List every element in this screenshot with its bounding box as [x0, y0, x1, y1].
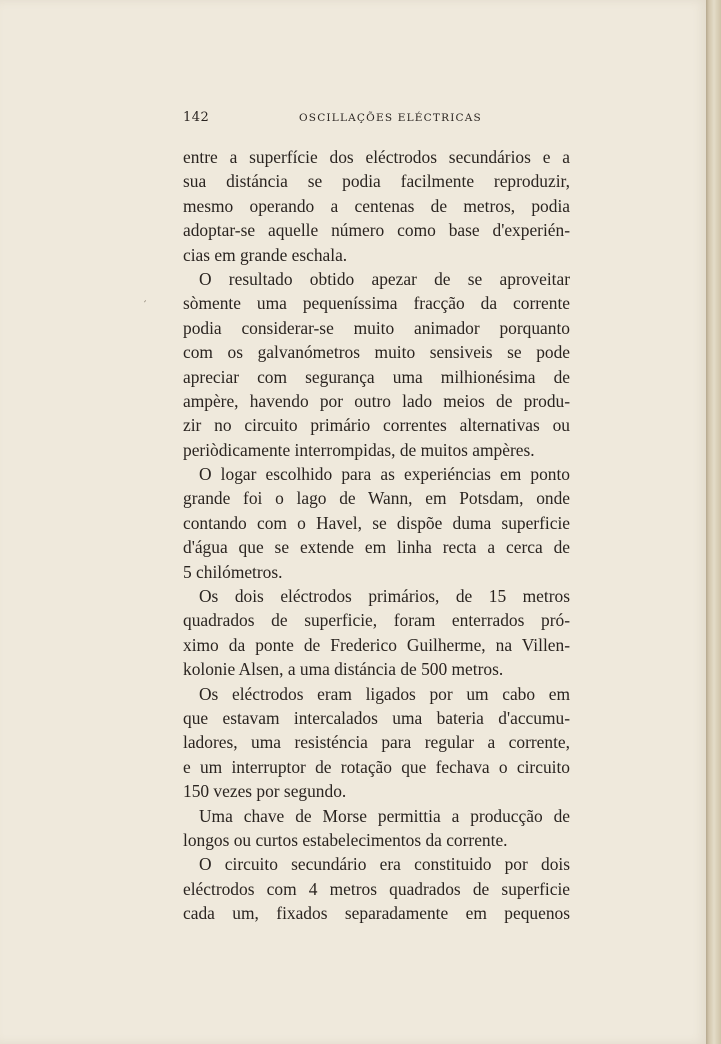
text-line: grande foi o lago de Wann, em Potsdam, onde	[183, 488, 570, 509]
text-line: periòdicamente interrompidas, de muitos ampères.	[183, 439, 535, 460]
text-line: apreciar com segurança uma milhionésima de	[183, 366, 570, 387]
running-title: OSCILLAÇÕES ELÉCTRICAS	[299, 112, 482, 124]
text-line: entre a superfície dos eléctrodos secundários e a	[183, 147, 570, 167]
text-line: adoptar-se aquelle número como base d'experién-	[183, 220, 570, 241]
text-line: sua distáncia se podia facilmente reproduzir,	[183, 171, 570, 192]
body-text	[183, 145, 570, 926]
text-line: 5 chilómetros.	[183, 561, 283, 582]
running-head	[183, 110, 573, 132]
margin-mark: ′	[144, 300, 147, 311]
text-line: ampère, havendo por outro lado meios de produ-	[183, 390, 570, 411]
text-line: O resultado obtido apezar de se aproveitar	[199, 268, 570, 289]
page-edge	[706, 0, 721, 1044]
text-line: eléctrodos com 4 metros quadrados de superficie	[183, 878, 570, 899]
text-line: podia considerar-se muito animador porquanto	[183, 317, 570, 338]
text-line: zir no circuito primário correntes alternativas ou	[183, 415, 570, 436]
text-line: cias em grande eschala.	[183, 244, 348, 265]
text-line: contando com o Havel, se dispõe duma superficie	[183, 512, 570, 533]
text-line: 150 vezes por segundo.	[183, 781, 347, 802]
text-line: sòmente uma pequeníssima fracção da corrente	[183, 293, 570, 314]
text-line: Uma chave de Morse permittia a producção de	[199, 805, 570, 826]
text-line: que estavam intercalados uma bateria d'accumu-	[183, 707, 570, 728]
text-line: longos ou curtos estabelecimentos da corrente.	[183, 829, 508, 850]
text-line: quadrados de superficie, foram enterrados pró-	[183, 610, 570, 631]
text-line: d'água que se extende em linha recta a cerca de	[183, 537, 570, 558]
text-line: mesmo operando a centenas de metros, podia	[183, 195, 570, 216]
text-line: Os eléctrodos eram ligados por um cabo em	[199, 683, 570, 704]
text-line: com os galvanómetros muito sensiveis se pode	[183, 342, 570, 363]
text-line: e um interruptor de rotação que fechava o circuito	[183, 756, 570, 777]
page-number: 142	[183, 110, 210, 125]
text-line: kolonie Alsen, a uma distáncia de 500 metros.	[183, 659, 504, 680]
text-line: cada um, fixados separadamente em pequenos	[183, 903, 570, 924]
text-line: O logar escolhido para as experiéncias em ponto	[199, 464, 570, 485]
text-line: O circuito secundário era constituido por dois	[199, 854, 570, 875]
text-line: ximo da ponte de Frederico Guilherme, na Villen-	[183, 634, 570, 655]
text-line: Os dois eléctrodos primários, de 15 metros	[199, 586, 570, 607]
text-line: ladores, uma resisténcia para regular a corrente,	[183, 732, 570, 753]
